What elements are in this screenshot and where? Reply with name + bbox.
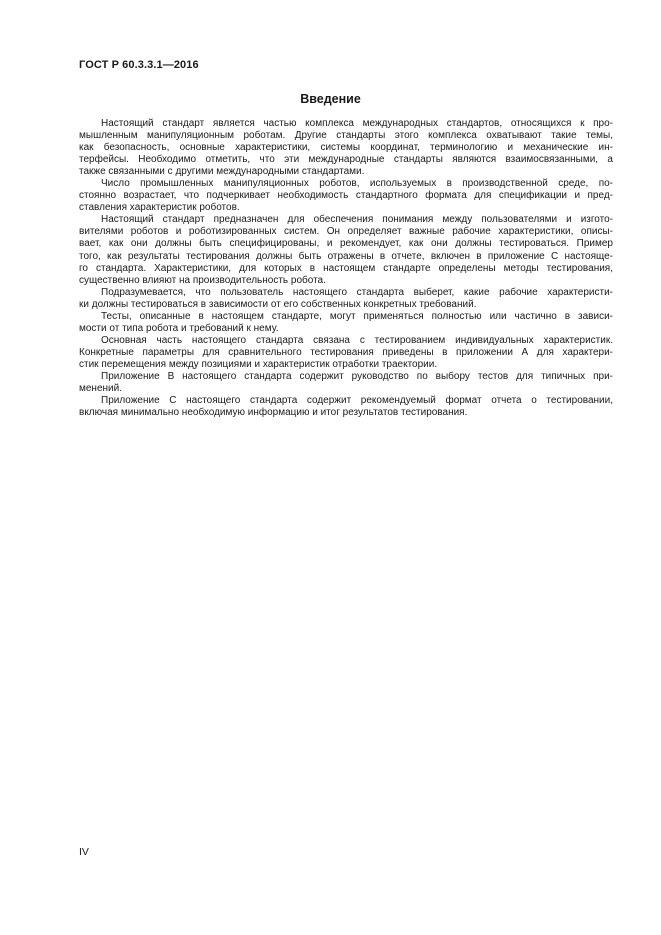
text-line: также связанными с другими международными стандартами. bbox=[79, 166, 365, 178]
text-line: существенно влияют на производительность робота. bbox=[79, 274, 326, 286]
body-text bbox=[79, 118, 613, 419]
paragraph bbox=[79, 118, 613, 178]
text-line: стик перемещения между позициями и характеристик отработки траектории. bbox=[79, 358, 438, 370]
text-line: менений. bbox=[79, 383, 122, 395]
paragraph bbox=[79, 335, 613, 371]
text-line: Настоящий стандарт является частью комплекса международных стандартов, относящихся к про- bbox=[101, 118, 613, 129]
text-line: терфейсы. Необходимо отметить, что эти международные стандарты являются взаимосвязанными, а bbox=[79, 154, 613, 166]
page-number: IV bbox=[79, 846, 89, 858]
text-line: го стандарта. Характеристики, для которых в настоящем стандарте определены методы тестирования, bbox=[79, 262, 613, 274]
text-line: Число промышленных манипуляционных роботов, используемых в производственной среде, по- bbox=[101, 178, 613, 190]
text-line: мости от типа робота и требований к нему. bbox=[79, 322, 279, 334]
text-line: ки должны тестироваться в зависимости от его собственных конкретных требований. bbox=[79, 298, 477, 310]
text-line: вает, как они должны быть специфицированы, и рекомендует, как они должны тестироваться. Пример bbox=[79, 238, 613, 250]
text-line: Настоящий стандарт предназначен для обеспечения понимания между пользователями и изгото- bbox=[101, 214, 613, 226]
section-title: Введение bbox=[300, 92, 361, 106]
text-line: Приложение С настоящего стандарта содержит рекомендуемый формат отчета о тестировании, bbox=[101, 395, 613, 407]
text-line: стоянно возрастает, что подчеркивает необходимость стандартного формата для спецификации и пред- bbox=[79, 190, 613, 202]
paragraph bbox=[79, 311, 613, 335]
standard-id: ГОСТ Р 60.3.3.1—2016 bbox=[79, 59, 199, 71]
text-line: Тесты, описанные в настоящем стандарте, могут применяться полностью или частично в зависи- bbox=[101, 310, 613, 322]
paragraph bbox=[79, 371, 613, 395]
text-line: того, как результаты тестирования должны быть отражены в отчете, включен в приложение С настояще- bbox=[79, 250, 613, 262]
paragraph bbox=[79, 395, 613, 419]
text-line: Конкретные параметры для сравнительного тестирования приведены в приложении А для характери- bbox=[79, 346, 613, 358]
paragraph bbox=[79, 287, 613, 311]
text-line: Основная часть настоящего стандарта связана с тестированием индивидуальных характеристик. bbox=[101, 334, 613, 346]
text-line: как безопасность, основные характеристики, системы координат, терминологию и механические ин- bbox=[79, 142, 613, 154]
text-line: ставления характеристик роботов. bbox=[79, 202, 240, 214]
text-line: включая минимально необходимую информацию и итог результатов тестирования. bbox=[79, 407, 468, 419]
text-line: Приложение В настоящего стандарта содержит руководство по выбору тестов для типичных при- bbox=[101, 370, 613, 382]
paragraph bbox=[79, 214, 613, 286]
paragraph bbox=[79, 178, 613, 214]
text-line: Подразумевается, что пользователь настоящего стандарта выберет, какие рабочие характеристи- bbox=[101, 286, 613, 298]
text-line: мышленным манипуляционным роботам. Другие стандарты этого комплекса охватывают такие темы, bbox=[79, 130, 613, 142]
text-line: вителями роботов и роботизированных систем. Он определяет важные рабочие характеристики, описы- bbox=[79, 226, 613, 238]
